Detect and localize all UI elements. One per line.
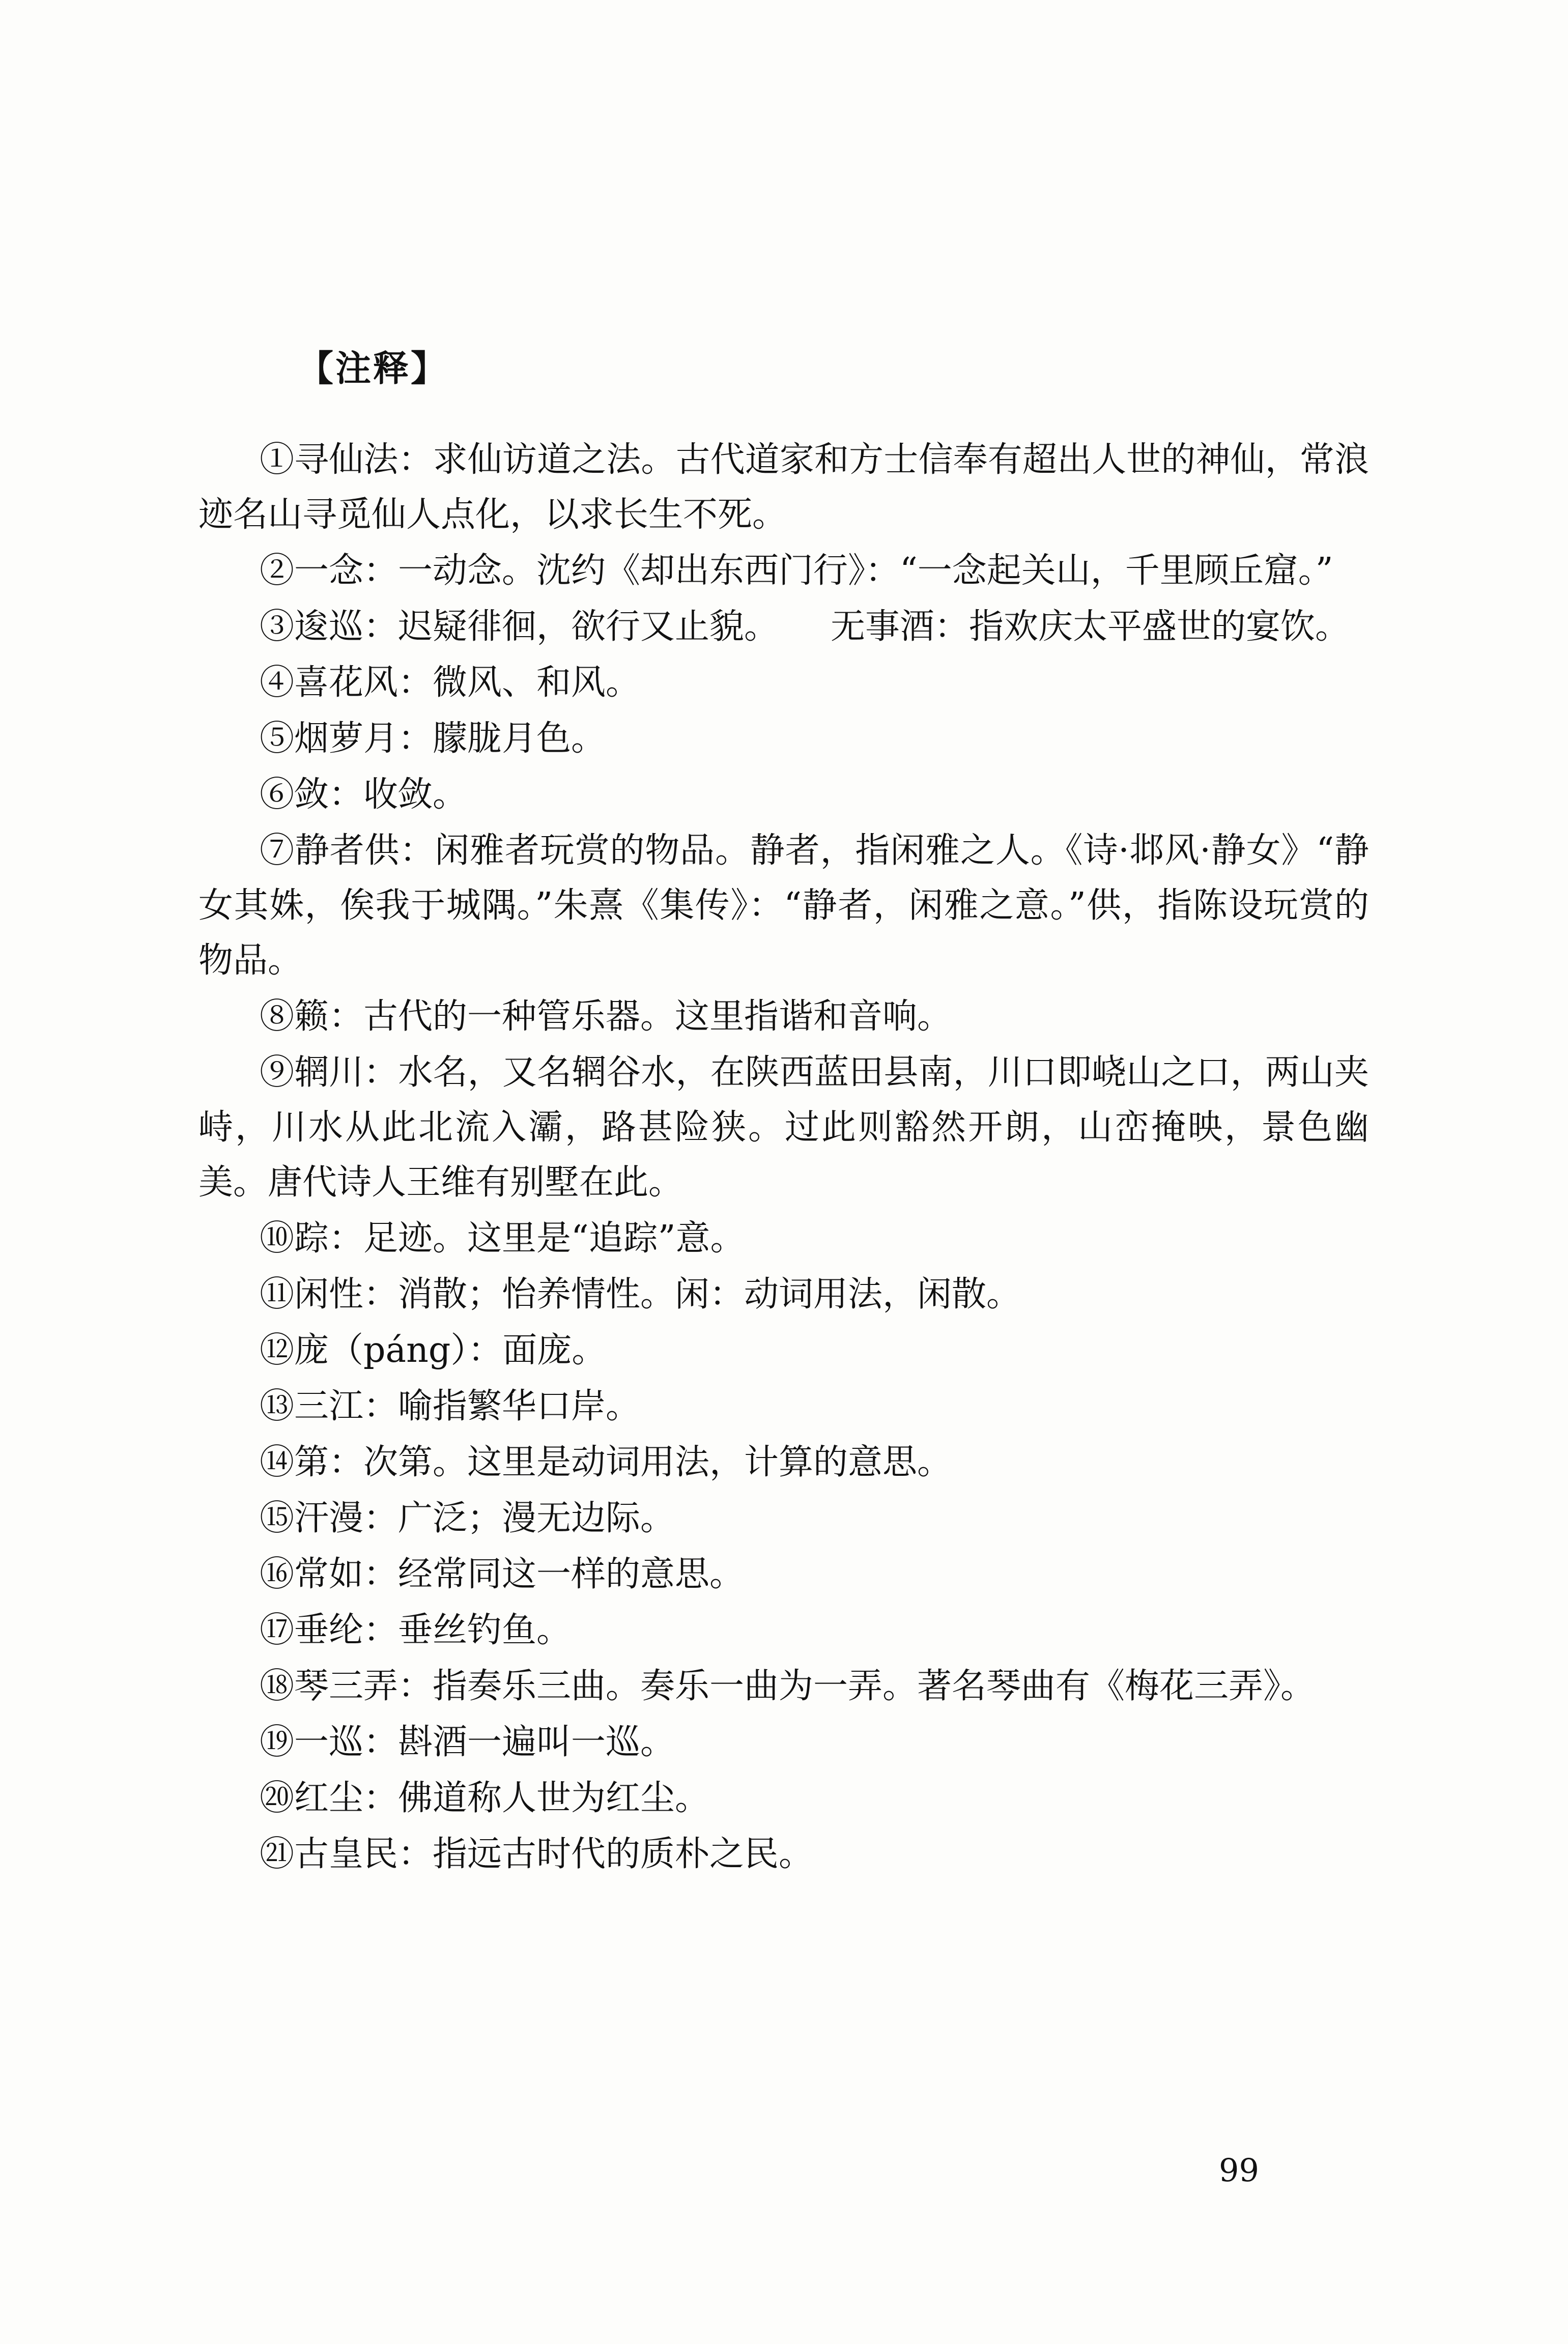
annotation-item: ⑯常如：经常同这一样的意思。 bbox=[260, 1554, 745, 1594]
section-heading: 【注释】 bbox=[298, 348, 448, 389]
annotation-item: ⑮汗漫：广泛；漫无边际。 bbox=[260, 1498, 675, 1538]
annotation-item: ㉑古皇民：指远古时代的质朴之民。 bbox=[260, 1834, 814, 1874]
annotation-item: ⑦静者供：闲雅者玩赏的物品。静者，指闲雅之人。《诗·邶风·静女》“静女其姝，俟我于城隅。”朱熹《集传》：“静者，闲雅之意。”供，指陈设玩赏的物品。 bbox=[198, 831, 1369, 981]
page-number: 99 bbox=[1219, 2152, 1259, 2189]
annotation-item: ⑰垂纶：垂丝钓鱼。 bbox=[260, 1610, 572, 1650]
annotation-item: ⑲一巡：斟酒一遍叫一巡。 bbox=[260, 1722, 675, 1762]
annotation-item: ②一念：一动念。沈约《却出东西门行》：“一念起关山，千里顾丘窟。” bbox=[260, 551, 1333, 591]
annotation-item: ④喜花风：微风、和风。 bbox=[260, 663, 641, 703]
annotation-item: ⑭第：次第。这里是动词用法，计算的意思。 bbox=[260, 1442, 952, 1482]
annotation-item: ①寻仙法：求仙访道之法。古代道家和方士信奉有超出人世的神仙，常浪迹名山寻觅仙人点化，以求长生不死。 bbox=[198, 440, 1369, 535]
annotation-item: ⑧籁：古代的一种管乐器。这里指谐和音响。 bbox=[260, 996, 952, 1037]
annotation-item: ⑨辋川：水名，又名辋谷水，在陕西蓝田县南，川口即峣山之口，两山夹峙，川水从此北流入灞，路甚险狭。过此则豁然开朗，山峦掩映，景色幽美。唐代诗人王维有别墅在此。 bbox=[198, 1052, 1369, 1203]
annotation-item: ③逡巡：迟疑徘徊，欲行又止貌。 无事酒：指欢庆太平盛世的宴饮。 bbox=[260, 607, 1350, 647]
annotation-item: ⑥敛：收敛。 bbox=[260, 775, 468, 815]
annotation-item: ⑳红尘：佛道称人世为红尘。 bbox=[260, 1778, 710, 1818]
annotation-item: ⑬三江：喻指繁华口岸。 bbox=[260, 1386, 641, 1426]
annotation-item: ⑫庞（páng）：面庞。 bbox=[260, 1330, 607, 1370]
annotation-item: ⑤烟萝月：朦胧月色。 bbox=[260, 719, 606, 759]
annotation-item: ⑱琴三弄：指奏乐三曲。奏乐一曲为一弄。著名琴曲有《梅花三弄》。 bbox=[260, 1666, 1316, 1706]
annotation-item: ⑪闲性：消散；怡养情性。闲：动词用法，闲散。 bbox=[260, 1274, 1021, 1314]
annotation-list bbox=[198, 433, 1369, 1883]
annotation-item: ⑩踪：足迹。这里是“追踪”意。 bbox=[260, 1218, 745, 1259]
